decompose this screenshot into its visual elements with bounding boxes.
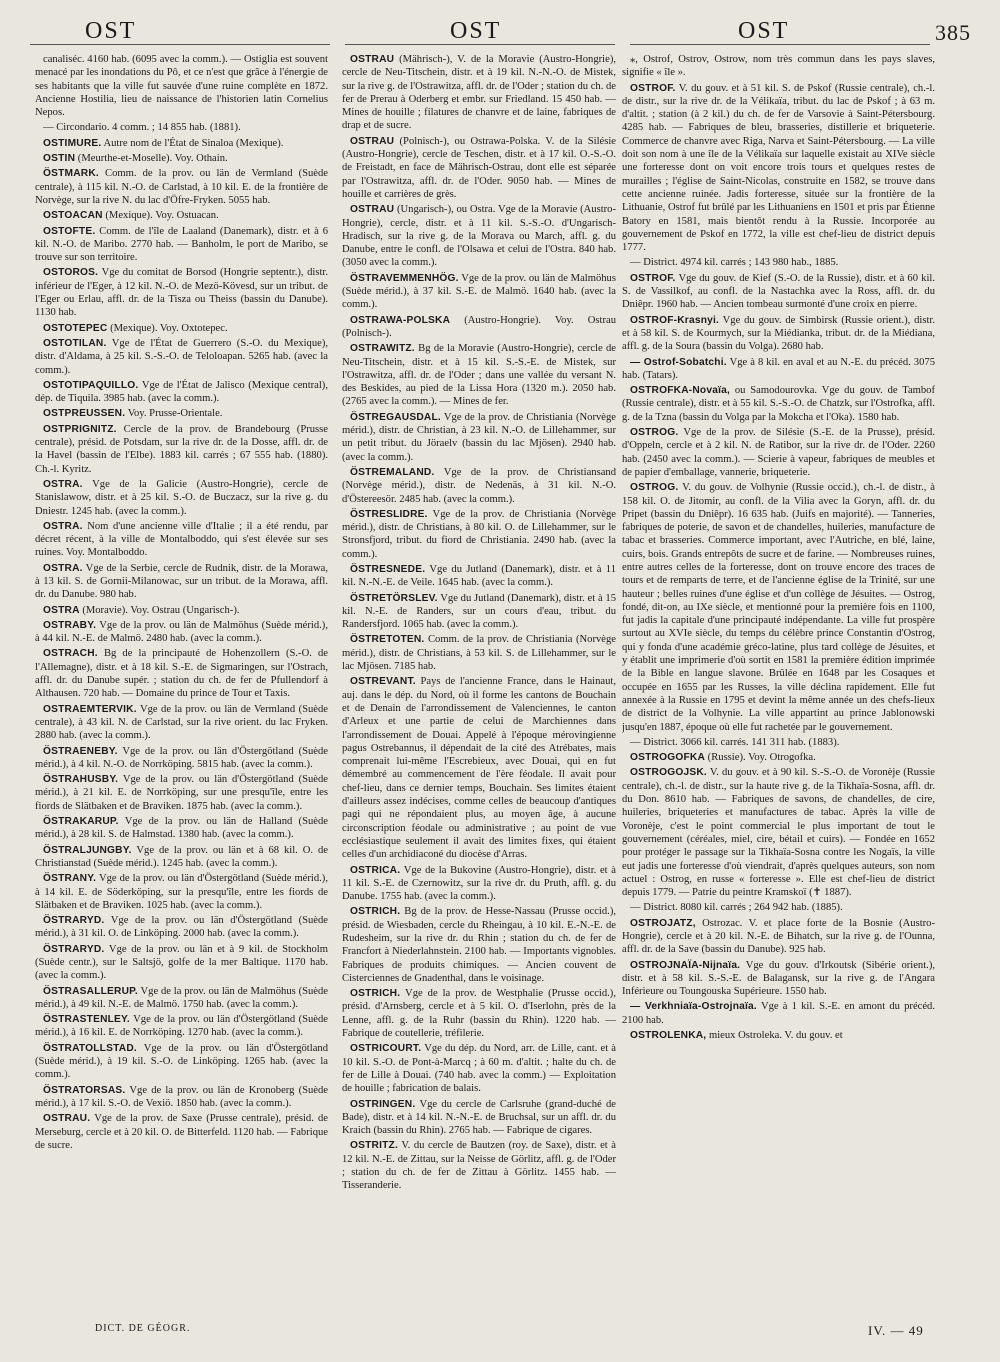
dictionary-entry xyxy=(35,167,328,207)
entry-headword: OSTRABY. xyxy=(43,619,97,631)
entry-text: Nom d'une ancienne ville d'Italie ; il a été rendu, par décret récent, à la ville de Montalboddo, qui s'est élevée sur ses ruines. Voy. Montalboddo. xyxy=(35,520,328,559)
dictionary-entry xyxy=(622,766,935,899)
dictionary-entry xyxy=(35,423,328,476)
dictionary-entry xyxy=(35,619,328,646)
dictionary-entry xyxy=(622,53,935,80)
dictionary-entry xyxy=(622,481,935,734)
entry-headword: OSTOTILAN. xyxy=(43,337,107,349)
dictionary-entry xyxy=(622,751,935,764)
entry-headword: ÖSTMARK. xyxy=(43,168,99,180)
entry-headword: ÖSTRANY. xyxy=(43,873,97,885)
entry-text: Vge de la prov. ou län d'Östergötland (Suède mérid.), à 14 kil. E. de Söderköping, sur la presqu'île, entre les fiords de Slätbaken et de Braviken. 1025 hab. (avec la comm.). xyxy=(35,873,328,911)
dictionary-entry xyxy=(35,773,328,813)
entry-text: Vge du gouv. de Simbirsk (Russie orient.), distr. et à 58 kil. S. de Kourmych, sur la Miédianka, tribut. dr. de la Miédiana, affl. g. de la Soura (bassin du Volga). 2680 hab. xyxy=(622,314,935,353)
entry-headword: OSTPRIGNITZ. xyxy=(43,423,117,435)
entry-headword: ÖSTRAHUSBY. xyxy=(43,774,119,786)
entry-text: Vge de l'État de Guerrero (S.-O. du Mexique), distr. d'Aldama, à 25 kil. S.-S.-O. de Teloloapan. 5265 hab. (avec la comm.). xyxy=(35,337,328,376)
entry-text: Vge de la prov. ou län de Malmöhus (Suède mérid.), à 37 kil. S.-E. de Malmö. 1640 hab. (avec la comm.). xyxy=(342,272,616,311)
dictionary-entry xyxy=(35,703,328,743)
entry-headword: OSTOTEPEC xyxy=(43,322,108,334)
dictionary-entry xyxy=(622,959,935,999)
entry-text: Vge de la prov. de Westphalie (Prusse occid.), présid. d'Arnsberg, cercle et à 5 kil. O. d'Iserlohn, près de la Lenne, affl. g. de la Ruhr (bassin du Rhin). 1220 hab. — Fabrique de coutellerie, tréfilerie. xyxy=(342,988,616,1040)
entry-headword: OSTROF-Krasnyi. xyxy=(630,314,720,326)
entry-headword: — Ostrof-Sobatchi. xyxy=(630,356,727,368)
entry-headword: OSTROF. xyxy=(630,82,676,94)
entry-headword: OSTIMURE. xyxy=(43,137,102,149)
dictionary-entry xyxy=(622,1029,935,1042)
dictionary-entry xyxy=(622,356,935,383)
dictionary-entry xyxy=(622,917,935,957)
entry-text: Comm. de la prov. de Christiania (Norvège mérid.), distr. de Christians, à 53 kil. S. de Lillehammer, sur le lac Mjösen. 7185 hab. xyxy=(342,634,616,673)
header-rule xyxy=(30,44,330,45)
dictionary-entry xyxy=(622,736,935,749)
entry-headword: OSTOTIPAQUILLO. xyxy=(43,379,139,391)
entry-headword: OSTRITZ. xyxy=(350,1140,399,1152)
entry-text: — Circondario. 4 comm. ; 14 855 hab. (1881). xyxy=(43,122,241,134)
entry-text: (Mexique). Voy. Ostuacan. xyxy=(105,210,219,222)
dictionary-entry xyxy=(622,1000,935,1027)
entry-headword: OSTROLENKA, xyxy=(630,1030,707,1042)
entry-text: ⁎, Ostrof, Ostrov, Ostrow, nom très commun dans les pays slaves, signifie « île ». xyxy=(622,54,935,79)
dictionary-entry xyxy=(342,864,616,904)
dictionary-entry xyxy=(35,815,328,842)
dictionary-entry xyxy=(35,745,328,772)
dictionary-entry xyxy=(342,342,616,408)
dictionary-entry xyxy=(35,914,328,941)
entry-text: Vge de la prov. ou län de Kronoberg (Suède mérid.), à 17 kil. S.-O. de Vexiö. 1850 hab. (avec la comm.). xyxy=(35,1084,328,1109)
dictionary-entry xyxy=(35,478,328,518)
dictionary-entry xyxy=(35,1042,328,1082)
entry-text: Vge de la prov. ou län d'Östergötland (Suède mérid.), à 4 kil. N.-O. de Norrköping. 5815 hab. (avec la comm.). xyxy=(35,745,328,770)
entry-headword: OSTRAU xyxy=(350,204,395,216)
dictionary-entry xyxy=(342,508,616,561)
dictionary-entry xyxy=(35,1112,328,1152)
entry-text: Bg de la prov. de Hesse-Nassau (Prusse occid.), présid. de Wiesbaden, cercle du Rheingau, à 10 kil. E.-N.-E. de Rudesheim, sur la rive dr. du Rhin ; station du ch. de fer de Francfort à Niederlahnstein. 2100 hab. — Importants vignobles. Fabriques de produits chimiques. — Ancien couvent de Cisterciennes de Gnadenthal, dans le voisinage. xyxy=(342,906,616,984)
entry-text: canaliséc. 4160 hab. (6095 avec la comm.). — Ostiglia est souvent menacé par les inondations du Pô, et ce n'est que grâce à l'énergie de ses habitants que la ville fut sauvée d'une ruine complète en 1872. Ancienne Hostilia, lieu de naissance de l'historien latin Cornelius Nepos. xyxy=(35,54,328,119)
entry-text: Vge de la prov. de Silésie (S.-E. de la Prusse), présid. d'Oppeln, cercle et à 2 kil. N. de Ratibor, sur la rive dr. de l'Oder. 2260 hab. (2450 avec la comm.). — Scierie à vapeur, fabriques de meubles et de papier d'emballage, vannerie, briqueterie. xyxy=(622,427,935,478)
entry-text: Vge du dép. du Nord, arr. de Lille, cant. et à 10 kil. S.-O. de Pont-à-Marcq ; à 60 m. d'altit. ; halte du ch. de fer de Lille à Douai. (740 hab. avec la comm.) — Exploitation de houille ; fabrication de balais. xyxy=(342,1043,616,1095)
dictionary-entry xyxy=(35,379,328,406)
dictionary-entry xyxy=(622,314,935,354)
dictionary-entry xyxy=(35,1013,328,1040)
entry-headword: OSTRA. xyxy=(43,478,83,490)
dictionary-entry xyxy=(35,562,328,602)
dictionary-entry xyxy=(342,633,616,673)
entry-text: Vge de la prov. ou län d'Östergötland (Suède mérid.), à 16 kil. E. de Norrköping. 1270 hab. (avec la comm.). xyxy=(35,1014,328,1039)
entry-text: (Moravie). Voy. Ostrau (Ungarisch-). xyxy=(82,604,240,616)
dictionary-entry xyxy=(35,1084,328,1111)
footer-sheet-number: IV. — 49 xyxy=(868,1323,924,1338)
dictionary-entry xyxy=(35,152,328,165)
entry-headword: OSTRA. xyxy=(43,562,83,574)
entry-headword: ÖSTREMALAND. xyxy=(350,466,435,478)
entry-text: Vge de la prov. ou län et à 9 kil. de Stockholm (Suède centr.), sur le Saltsjö, golfe de la mer Baltique. 1170 hab. (avec la comm.). xyxy=(35,943,328,982)
entry-text: Comm. de l'île de Laaland (Danemark), distr. et à 6 kil. N.-O. de Maribo. 2770 hab. — Banholm, le port de Maribo, se trouve sur son territoire. xyxy=(35,225,328,264)
dictionary-entry xyxy=(35,844,328,871)
entry-headword: OSTRINGEN. xyxy=(350,1098,416,1110)
dictionary-entry xyxy=(35,943,328,983)
footer-signature: DICT. DE GÉOGR. xyxy=(95,1323,191,1334)
entry-text: Vge de la Bukovine (Austro-Hongrie), distr. et à 11 kil. S.-E. de Czernowitz, sur la rive dr. du Pruth, affl. g. du Danube. 1755 hab. (avec la comm.). xyxy=(342,864,616,903)
dictionary-entry xyxy=(342,314,616,341)
entry-text: Vge à 1 kil. S.-E. en amont du précéd. 2100 hab. xyxy=(622,1001,935,1026)
entry-headword: ÖSTRAKARUP. xyxy=(43,816,119,828)
entry-headword: ÖSTRARYD. xyxy=(43,915,105,927)
entry-text: Vge à 8 kil. en aval et au N.-E. du précéd. 3075 hab. (Tatars). xyxy=(622,356,935,381)
dictionary-entry xyxy=(35,647,328,700)
dictionary-entry xyxy=(622,901,935,914)
entry-text: Autre nom de l'État de Sinaloa (Mexique). xyxy=(103,137,284,149)
entry-headword: OSTROFKA-Novaïa, xyxy=(630,385,730,397)
entry-text: Vge du Jutland (Danemark), distr. et à 15 kil. N.-E. de Randers, sur un cours d'eau, tribut. du Randersfjord. 1065 hab. (avec la comm.). xyxy=(342,592,616,631)
entry-headword: OSTROGOJSK. xyxy=(630,767,707,779)
dictionary-entry xyxy=(35,53,328,119)
entry-text: mieux Ostroleka. V. du gouv. et xyxy=(709,1030,843,1042)
entry-headword: ÖSTRETÖRSLEV. xyxy=(350,592,438,604)
entry-headword: ÖSTRATOLLSTAD. xyxy=(43,1042,137,1054)
entry-text: Vge de la prov. ou län d'Östergötland (Suède mérid.), à 31 kil. O. de Linköping. 2000 hab. (avec la comm.). xyxy=(35,915,328,940)
dictionary-entry xyxy=(35,407,328,420)
entry-headword: OSTOROS. xyxy=(43,267,99,279)
text-column-1 xyxy=(35,53,328,1303)
entry-text: Vge de la prov. de Saxe (Prusse centrale), présid. de Merseburg, cercle et à 20 kil. O. de Bitterfeld. 1120 hab. — Fabrique de sucre. xyxy=(35,1113,328,1151)
dictionary-entry xyxy=(35,985,328,1012)
entry-text: Vge de la prov. ou län de Vermland (Suède centrale), à 43 kil. N. de Carlstad, sur la rive orient. du lac Fryken. 2880 hab. (avec la comm.). xyxy=(35,703,328,742)
entry-text: (Meurthe-et-Moselle). Voy. Othain. xyxy=(77,153,228,165)
entry-text: (Russie). Voy. Otrogofka. xyxy=(707,752,816,764)
dictionary-entry xyxy=(342,563,616,590)
entry-text: ou Samodourovka. Vge du gouv. de Tambof (Russie centrale), distr. et à 55 kil. S.-S.-O. de Chatzk, sur l'Ostrofka, affl. g. de la Tzna (bassin du Volga par la Mokcha et l'Oka). 1580 hab. xyxy=(622,385,935,423)
entry-headword: ÖSTRASTENLEY. xyxy=(43,1014,130,1026)
entry-headword: OSTRICOURT. xyxy=(350,1043,422,1055)
entry-headword: OSTRICA. xyxy=(350,864,401,876)
entry-text: Vge de la prov. de Christiania (Norvège mérid.), distr. de Christian, à 23 kil. N.-O. de Lillehammer, sur un petit tribut. du Jöraelv (bassin du lac Mjösen). 2940 hab. (avec la comm.). xyxy=(342,411,616,463)
entry-text: V. du cercle de Bautzen (roy. de Saxe), distr. et à 12 kil. N.-E. de Zittau, sur la Neisse de Görlitz, affl. g. de l'Oder ; station du ch. de fer de Zittau à Görlitz. 1455 hab. — Tisseranderie. xyxy=(342,1140,616,1192)
header-rule xyxy=(630,44,930,45)
entry-headword: OSTRAU xyxy=(350,54,395,65)
entry-headword: ÖSTRESNEDE. xyxy=(350,563,426,575)
entry-headword: OSTOFTE. xyxy=(43,225,96,237)
entry-text: Vge de la prov. ou län de Malmöhus (Suède mérid.), à 44 kil. N.-E. de Malmö. 2480 hab. (avec la comm.). xyxy=(35,619,328,645)
entry-text: V. du gouv. de Volhynie (Russie occid.), ch.-l. de distr., à 158 kil. O. de Jitomir, au confl. de la Vilia avec la Goryn, affl. dr. du Pripet (bassin du Dniêpr). 16 635 hab. (Juifs en majorité). — Tanneries, fabriques de poterie, de savon et de chandelles, huileries, manufacture de tabac et brasseries. Commerce important, avec l'Autriche, en blé, laine, cuirs, bois. Grands entrepôts de sucre et de farine. — Nombreuses ruines, entre autres celles de la forteresse, dont on trouve encore des traces de tours et de remparts de terre, et de l'ancienne église de la Trinité, sur une hauteur ; belles ruines d'une église et d'un collège de Jésuites. — Ostrog, fondé, dit-on, au IXe siècle, et mentionné pour la première fois en 1100, fut jadis la capitale d'une principauté indépendante. La ville fut prospère surtout au XVIe siècle, du temps du célèbre prince Constantin d'Ostrog, qui y fonda d'une académie gréco-latine, plus tard collège de Jésuites, et y établit une imprimerie d'où sortit en 1581 la première édition imprimée de la Bible en langue slavone. Brûlée en 1648 par les Cosaques et occupée en 1655 par les Russes, la ville déclina rapidement. Elle fut annexée à la Russie en 1795 et devint la même année un des chefs-lieux de district de la Volhynie. La ville appartint au prince Jablonowski jusqu'en 1887, époque où elle fut rachetée par le gouvernement. xyxy=(622,482,935,733)
entry-headword: ÖSTRATORSAS. xyxy=(43,1084,126,1096)
entry-headword: OSTRACH. xyxy=(43,648,98,660)
entry-headword: OSTROGOFKA xyxy=(630,752,706,764)
entry-text: Vge du gouv. d'Irkoutsk (Sibérie orient.), distr. et à 58 kil. S.-S.-E. de Balagansk, sur la rive g. de l'Angara Inférieure ou Toungouska Supérieure. 1550 hab. xyxy=(622,959,935,998)
entry-text: Vge du Jutland (Danemark), distr. et à 11 kil. N.-N.-E. de Veile. 1645 hab. (avec la comm.). xyxy=(342,563,616,589)
dictionary-entry xyxy=(35,266,328,319)
entry-headword: OSTROG. xyxy=(630,482,679,494)
dictionary-entry xyxy=(622,256,935,269)
entry-text: (Polnisch-), ou Ostrawa-Polska. V. de la Silésie (Austro-Hongrie), cercle de Teschen, distr. et à 17 kil. O.-S.-O. de Freistadt, en face de Mährisch-Ostrau, dont elle est séparée par l'Ostrawitza, affl. dr. de l'Oder. 9050 hab. — Mines de houille et carrières de grès. xyxy=(342,135,616,200)
entry-headword: OSTREVANT. xyxy=(350,676,416,688)
entry-text: (Ungarisch-), ou Ostra. Vge de la Moravie (Austro-Hongrie), cercle, distr. et à 11 kil. S.-S.-O. d'Ungarisch-Hradisch, sur la rive g. de la Morava ou March, affl. g. du Danube, entre le confl. de l'Olsawa et celui de l'Ostra. 840 hab. (3050 avec la comm.). xyxy=(342,204,616,269)
dictionary-entry xyxy=(342,135,616,201)
entry-text: Vge de la prov. ou län de Malmöhus (Suède mérid.), à 49 kil. N.-E. de Malmö. 1750 hab. (avec la comm.). xyxy=(35,985,328,1010)
entry-text: Ostrozac. V. et place forte de la Bosnie (Austro-Hongrie), cercle et à 20 kil. N.-E. de Bihatch, sur la rive g. de l'Ounna, affl. dr. de la Save (bassin du Danube). 925 hab. xyxy=(622,917,935,956)
entry-headword: OSTRAWA-POLSKA xyxy=(350,314,451,326)
entry-headword: OSTROG. xyxy=(630,427,679,439)
entry-text: V. du gouv. et à 51 kil. S. de Pskof (Russie centrale), ch.-l. de distr., sur la rive dr. de la Vélikaïa, tribut. du lac de Pskof ; à 63 m. d'altit. ; station (à 2 kil.) du ch. de fer de Varsovie à Saint-Pétersbourg. 4285 hab. — Fabriques de bleu, brasseries, distillerie et briqueterie. Commerce de chanvre avec Riga, Narva et Saint-Pétersbourg. — La ville doit son nom à une île de la Vélikaïa sur laquelle existait au XIVe siècle une forteresse dont on voit encore trois tours et quelques restes de murailles ; l'église de Saint-Nicolas, construite en 1582, se trouve dans cette ancienne ruinée. Jadis forteresse, située sur la frontière de la Lithuanie, Ostrof fut brûlé par les Lithuaniens en 1501 et pris par Étienne Batory en 1581, mais bientôt rendu à la Russie. Incorporée au gouvernement de Pskof en 1772, la ville est chef-lieu de district depuis 1777. xyxy=(622,82,935,254)
entry-headword: ÖSTRALJUNGBY. xyxy=(43,844,132,856)
entry-headword: OSTRICH. xyxy=(350,906,401,918)
dictionary-entry xyxy=(342,53,616,133)
dictionary-entry xyxy=(622,272,935,312)
entry-headword: OSTRAU xyxy=(350,135,395,147)
entry-headword: OSTIN xyxy=(43,153,76,165)
dictionary-entry xyxy=(342,272,616,312)
entry-text: Comm. de la prov. ou län de Vermland (Suède centrale), à 115 kil. N.-O. de Carlstad, à 10 kil. E. de la frontière de Norvège, sur la rive N. du lac d'Öfre-Fryken. 5055 hab. xyxy=(35,168,328,206)
dictionary-entry xyxy=(342,905,616,985)
entry-text: (Austro-Hongrie). Voy. Ostrau (Polnisch-). xyxy=(342,314,616,339)
entry-headword: OSTRICH. xyxy=(350,988,401,1000)
entry-headword: — Verkhniaïa-Ostrojnaïa. xyxy=(630,1001,757,1013)
entry-text: Vge de la prov. de Christiansand (Norvège mérid.), distr. de Nedenäs, à 31 kil. N.-O. d'Östereesör. 2485 hab. (avec la comm.). xyxy=(342,466,616,505)
entry-headword: OSTRAEMTERVIK. xyxy=(43,703,137,715)
running-head-left: OST xyxy=(85,18,137,44)
entry-text: (Mexique). Voy. Oxtotepec. xyxy=(110,322,228,334)
entry-headword: OSTOACAN xyxy=(43,210,103,222)
entry-headword: OSTRAU. xyxy=(43,1113,91,1125)
running-head-center: OST xyxy=(450,18,502,44)
dictionary-entry xyxy=(342,411,616,464)
dictionary-entry xyxy=(622,82,935,255)
entry-text: — District. 3066 kil. carrés. 141 311 hab. (1883). xyxy=(630,736,840,748)
entry-text: Vge de la prov. ou län d'Östergötland (Suède mérid.), à 19 kil. S.-O. de Linköping. 1265 hab. (avec la comm.). xyxy=(35,1042,328,1081)
entry-text: (Mährisch-), V. de la Moravie (Austro-Hongrie), cercle de Neu-Titschein, distr. et à 19 kil. N.-N.-O. de Mistek, sur la rive g. de l'Ostrawitza, affl. dr. de l'Oder ; station du ch. de fer de Prerau à Oderberg et embr. sur Friedland. 15 450 hab. — Mines de houille ; filatures de chanvre et de laine, fabriques de drap et de sucre. xyxy=(342,54,616,132)
entry-text: Vge de la prov. ou län et à 68 kil. O. de Christianstad (Suède mérid.). 1245 hab. (avec la comm.). xyxy=(35,844,328,869)
dictionary-entry xyxy=(622,384,935,424)
text-column-3 xyxy=(622,53,935,1303)
entry-text: — District. 4974 kil. carrés ; 143 980 hab., 1885. xyxy=(630,257,839,269)
running-head-right: OST xyxy=(738,18,790,44)
dictionary-entry xyxy=(342,675,616,861)
entry-text: Cercle de la prov. de Brandebourg (Prusse centrale), présid. de Potsdam, sur la rive dr. de la Dosse, affl. dr. de la Havel (bassin de l'Elbe). 1883 kil. carrés ; 67 555 hab. (1880). Ch.-l. Kyritz. xyxy=(35,423,328,475)
dictionary-entry xyxy=(342,466,616,506)
dictionary-entry xyxy=(35,520,328,560)
entry-text: Bg de la principauté de Hohenzollern (S.-O. de l'Allemagne), distr. et à 18 kil. S.-E. de Sigmaringen, sur l'Ostrach, affl. dr. du Danube supér. ; station du ch. de fer de Pfullendorf à Althausen. 720 hab. — Domaine du prince de Tour et Taxis. xyxy=(35,648,328,700)
entry-text: Vge du gouv. de Kief (S.-O. de la Russie), distr. et à 60 kil. S. de Vassilkof, au confl. de la Nastachka avec la Ross, affl. dr. du Dniêpr. 1960 hab. — Ancien tombeau surmonté d'une croix en pierre. xyxy=(622,272,935,311)
dictionary-entry xyxy=(622,426,935,479)
entry-text: Bg de la Moravie (Austro-Hongrie), cercle de Neu-Titschein, distr. et à 15 kil. S.-S.-E. de Mistek, sur l'Ostrawitza, affl. dr. de l'Oder ; dans une vallée du versant N. des Beskides, au pied de la Lissa Hora (1320 m.). 2050 hab. (2765 avec la comm.). — Mines de fer. xyxy=(342,343,616,408)
dictionary-entry xyxy=(342,1139,616,1192)
entry-headword: ÖSTRARYD. xyxy=(43,943,105,955)
entry-text: Vge du comitat de Borsod (Hongrie septentr.), distr. inférieur de l'Eger, à 12 kil. N.-O. de Mezö-Kövesd, sur un tribut. de l'Eger ou Erlau, affl. dr. de la Tisza ou Theiss (bassin du Danube). 1130 hab. xyxy=(35,267,328,319)
entry-headword: OSTROJNAÏA-Nijnaïa. xyxy=(630,959,741,971)
dictionary-entry xyxy=(342,1042,616,1095)
entry-text: Vge de la prov. ou län de Halland (Suède mérid.), à 28 kil. S. de Halmstad. 1380 hab. (avec la comm.). xyxy=(35,816,328,841)
dictionary-entry xyxy=(35,337,328,377)
dictionary-entry xyxy=(35,209,328,222)
dictionary-entry xyxy=(342,987,616,1040)
dictionary-entry xyxy=(35,121,328,134)
entry-text: Vge de la prov. ou län d'Östergötland (Suède mérid.), à 21 kil. E. de Norrköping, sur une presqu'île, entre les fiords de Slätbaken et de Braviken. 1875 hab. (avec la comm.). xyxy=(35,774,328,812)
entry-headword: ÖSTRASALLERUP. xyxy=(43,985,138,997)
entry-headword: ÖSTRAENEBY. xyxy=(43,745,118,757)
entry-headword: ÖSTRETOTEN. xyxy=(350,634,425,646)
entry-text: Vge de l'État de Jalisco (Mexique central), dép. de Tiquila. 3985 hab. (avec la comm.). xyxy=(35,379,328,405)
entry-headword: ÖSTRAVEMMENHÖG. xyxy=(350,272,459,284)
entry-headword: OSTRA xyxy=(43,604,80,616)
dictionary-entry xyxy=(35,872,328,912)
entry-text: V. du gouv. et à 90 kil. S.-S.-O. de Voronèje (Russie centrale), ch.-l. de distr., sur la haute rive g. de la Tikhaïa-Sosna, affl. dr. du Don. 8610 hab. — Fabriques de savons, de chandelles, de cire, huileries, briqueteries et manufactures de tabac. Après la ville de Voronèje, c'est le point commercial le plus important de tout le gouvernement (céréales, miel, cire, bétail et cuirs). — Fondée en 1652 pour protéger le passage sur la Tikhaïa-Sosna contre les Nogaïs, la ville eut jadis une forteresse d'où viendrait, d'après quelques auteurs, son nom actuel : Ostrog, en russe « forteresse ». Elle est chef-lieu de district depuis 1779. — Patrie du peintre Kramskoï (✝ 1887). xyxy=(622,767,935,899)
dictionary-entry xyxy=(35,604,328,617)
entry-text: Vge de la Serbie, cercle de Rudnik, distr. de la Morawa, à 13 kil. S. de Gornii-Milanowac, sur un tribut. de la Morawa, affl. dr. du Danube. 980 hab. xyxy=(35,562,328,601)
entry-text: Voy. Prusse-Orientale. xyxy=(127,408,223,420)
dictionary-entry xyxy=(35,137,328,150)
entry-text: Pays de l'ancienne France, dans le Hainaut, auj. dans le dép. du Nord, où il forme les cantons de Bouchain et de Denain de l'arrondissement de Valenciennes, le canton d'Arleux et une partie de celui de Marchiennes dans l'arrondissement de Douai. Appelé à l'époque mérovingienne pagus Ostrebannus, il dépendait de la cité des Atrébates, mais comprenait lui-même l'Escrebieux, avec Douai, qui en fut démembré au commencement de l'ère féodale. Il avait pour chef-lieu, dans ce dernier temps, Bouchain. Ses limites étaient d'ailleurs assez indécises, comme celles de beaucoup d'antiques pagi qui ne répondaient plus, au moyen âge, à aucune circonscription féodale ou administrative ; au point de vue ecclésiastique seulement il avait des limites fixes, qui étaient celles d'un archidiaconé du diocèse d'Arras. xyxy=(342,676,616,861)
dictionary-entry xyxy=(35,225,328,265)
entry-headword: OSTROJATZ, xyxy=(630,917,696,929)
entry-headword: OSTRA. xyxy=(43,520,83,532)
entry-headword: OSTROF. xyxy=(630,272,676,284)
entry-headword: OSTRAWITZ. xyxy=(350,343,415,355)
header-rule xyxy=(345,44,615,45)
entry-text: Vge de la Galicie (Austro-Hongrie), cercle de Stanislawow, distr. et à 25 kil. S.-O. de Buczacz, sur la rive g. du Dniestr. 1245 hab. (avec la comm.). xyxy=(35,478,328,517)
entry-text: Vge du cercle de Carlsruhe (grand-duché de Bade), distr. et à 14 kil. N.-N.-E. de Bruchsal, sur un affl. dr. du Kraich (bassin du Rhin). 2765 hab. — Fabrique de cigares. xyxy=(342,1098,616,1137)
page-number: 385 xyxy=(935,20,971,45)
entry-text: — District. 8080 kil. carrés ; 264 942 hab. (1885). xyxy=(630,902,843,914)
entry-headword: ÖSTREGAUSDAL. xyxy=(350,411,441,423)
dictionary-entry xyxy=(342,1098,616,1138)
entry-headword: OSTPREUSSEN. xyxy=(43,408,126,420)
dictionary-entry xyxy=(342,203,616,269)
entry-text: Vge de la prov. de Christiania (Norvège mérid.), distr. de Christians, à 80 kil. O. de Lillehammer, sur le Stronsfjord, tribut. du fiord de Christiania. 2490 hab. (avec la comm.). xyxy=(342,508,616,560)
dictionary-entry xyxy=(342,592,616,632)
entry-headword: ÖSTRESLIDRE. xyxy=(350,508,428,520)
dictionary-entry xyxy=(35,322,328,335)
text-column-2 xyxy=(342,53,616,1303)
